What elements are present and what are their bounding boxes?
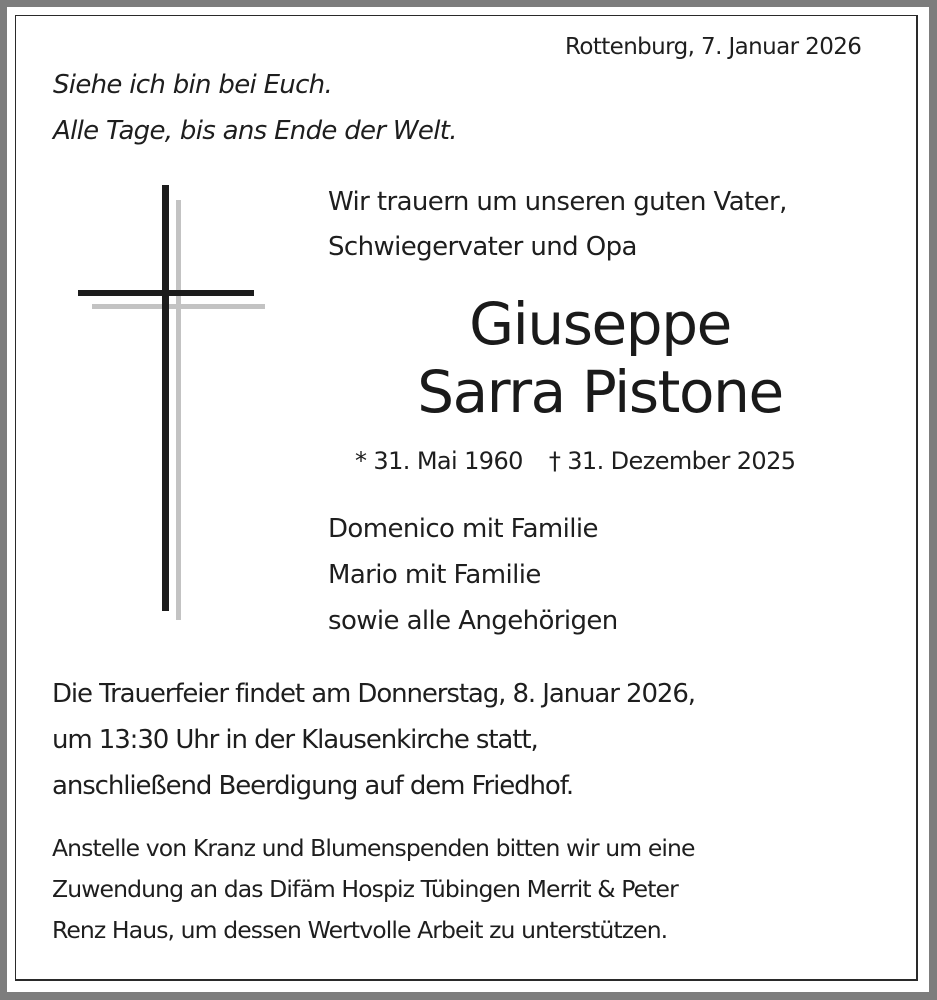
donation-line: Zuwendung an das Difäm Hospiz Tübingen Merrit & Peter — [52, 875, 678, 903]
mourners-list — [328, 506, 618, 644]
intro-line: Schwiegervater und Opa — [328, 232, 637, 262]
verse-line: Siehe ich bin bei Euch. — [53, 70, 333, 100]
ceremony-line: anschließend Beerdigung auf dem Friedhof. — [52, 771, 574, 801]
donation-line: Anstelle von Kranz und Blumenspenden bitten wir um eine — [52, 834, 695, 862]
deceased-name — [330, 290, 870, 426]
mourner: sowie alle Angehörigen — [328, 606, 618, 636]
cross-vertical-beam — [162, 185, 169, 611]
cross-horizontal-beam — [78, 290, 254, 296]
place-and-date: Rottenburg, 7. Januar 2026 — [565, 34, 862, 60]
mourning-intro — [328, 180, 787, 270]
birth-date: * 31. Mai 1960 — [355, 447, 523, 475]
cross-shadow-horizontal — [92, 304, 265, 309]
bible-verse — [53, 62, 457, 154]
last-name: Sarra Pistone — [417, 358, 783, 426]
mourner: Domenico mit Familie — [328, 514, 598, 544]
intro-line: Wir trauern um unseren guten Vater, — [328, 187, 787, 217]
donation-request — [52, 828, 695, 951]
mourner: Mario mit Familie — [328, 560, 541, 590]
funeral-ceremony-info — [52, 671, 695, 809]
death-date: † 31. Dezember 2025 — [548, 447, 796, 475]
life-dates — [355, 447, 795, 475]
ceremony-line: um 13:30 Uhr in der Klausenkirche statt, — [52, 725, 538, 755]
ceremony-line: Die Trauerfeier findet am Donnerstag, 8. Januar 2026, — [52, 679, 695, 709]
first-name: Giuseppe — [469, 290, 731, 358]
cross-shadow-vertical — [176, 200, 181, 620]
verse-line: Alle Tage, bis ans Ende der Welt. — [53, 116, 457, 146]
donation-line: Renz Haus, um dessen Wertvolle Arbeit zu unterstützen. — [52, 916, 668, 944]
